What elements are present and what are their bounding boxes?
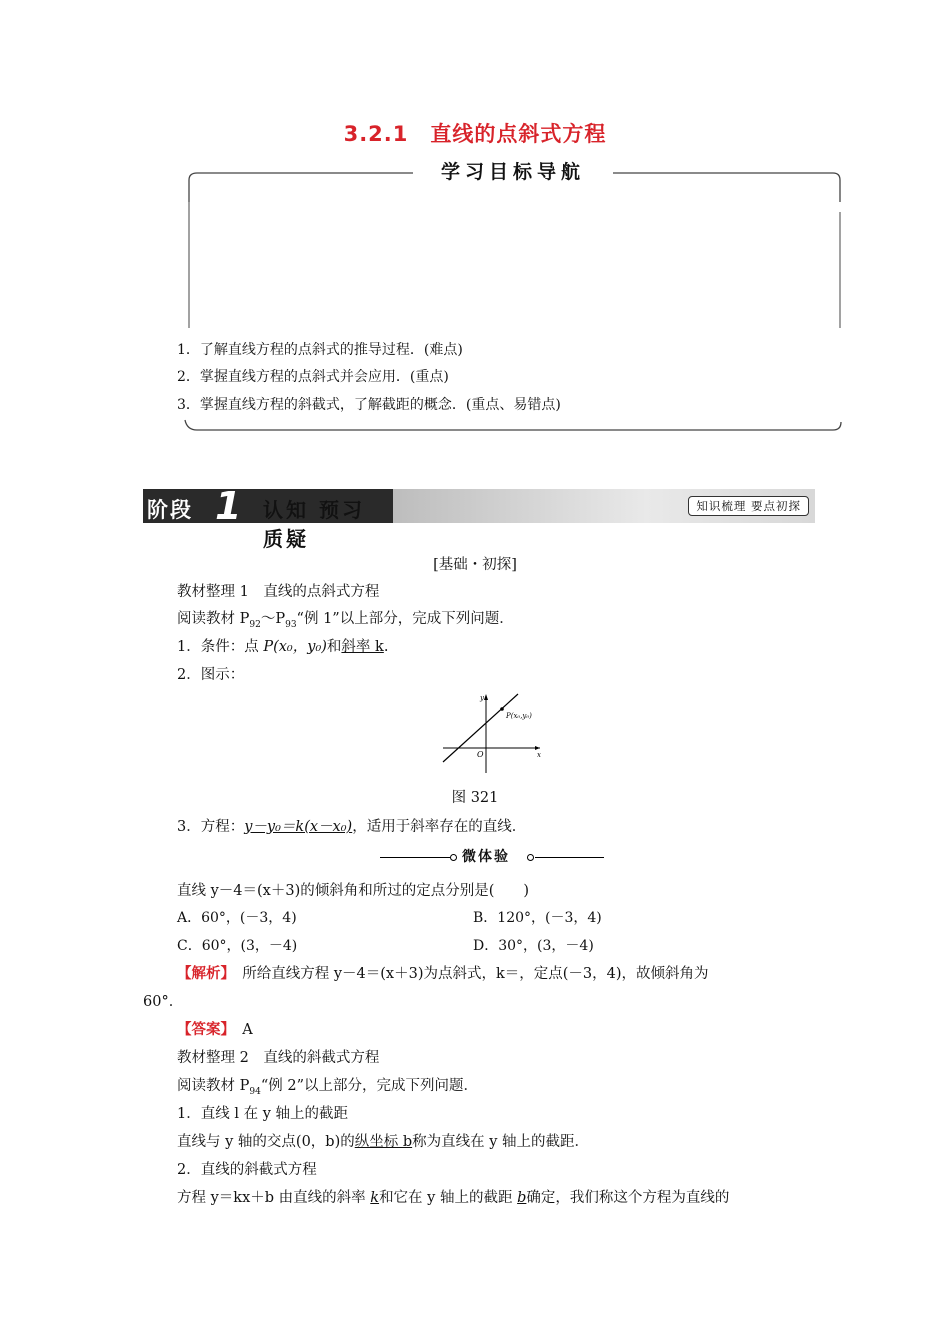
- slope-text: 斜率 k: [341, 639, 384, 655]
- exercise-question: 直线 y－4＝(x＋3)的倾斜角和所过的定点分别是( ): [177, 883, 530, 899]
- text: .: [383, 639, 389, 655]
- lesson-title: 3.2.1 直线的点斜式方程: [343, 122, 607, 146]
- x-arrow: [535, 746, 540, 750]
- figure-caption: 图 321: [451, 790, 499, 806]
- page-sub: 94: [249, 1086, 261, 1097]
- answer-text: A: [227, 1022, 253, 1038]
- material1-heading: 教材整理 1 直线的点斜式方程: [177, 584, 380, 600]
- analysis-end: 60°．: [143, 994, 184, 1010]
- text: 直线与 y 轴的交点(0，b)的: [177, 1134, 355, 1150]
- goals-heading: 学习目标导航: [413, 157, 613, 184]
- condition-line: [177, 635, 388, 656]
- figure-label: 2．图示：: [177, 667, 245, 683]
- stage-banner: [143, 484, 815, 551]
- k-text: k: [370, 1190, 380, 1206]
- material2-read: [177, 1074, 478, 1097]
- stage-strip: [393, 489, 815, 523]
- stage-number: 1: [215, 484, 242, 528]
- answer-line: [177, 1018, 253, 1039]
- page-sub: 93: [285, 619, 297, 630]
- stage-text: 认知 预习 质疑: [263, 498, 365, 551]
- goal-1: 1．了解直线方程的点斜式的推导过程．(难点): [177, 342, 463, 358]
- answer-tag: 【答案】: [177, 1021, 228, 1038]
- intercept-definition: [177, 1130, 589, 1151]
- stage-tags: 知识梳理 要点初探: [688, 496, 809, 516]
- analysis-tag: 【解析】: [177, 965, 228, 982]
- analysis-line: [177, 962, 709, 983]
- slope-intercept-line: [177, 1186, 729, 1207]
- item-slope-intercept: 2．直线的斜截式方程: [177, 1162, 317, 1178]
- point-slope-formula: y－y₀＝k(x－x₀): [244, 819, 353, 835]
- y-arrow: [484, 694, 488, 700]
- goal-3: 3．掌握直线方程的斜截式，了解截距的概念．(重点、易错点): [177, 397, 561, 413]
- origin-label: O: [477, 750, 484, 759]
- line-figure: [436, 690, 546, 780]
- ordinate-text: 纵坐标 b: [354, 1134, 413, 1150]
- point-text: P(x₀，y₀): [263, 639, 327, 655]
- item-intercept: 1．直线 l 在 y 轴上的截距: [177, 1106, 348, 1122]
- exercise-banner-label: 微体验: [462, 849, 510, 865]
- text: 确定，我们称这个方程为直线的: [526, 1190, 730, 1206]
- stage-badge: [143, 484, 393, 551]
- option-a: A．60°，(－3，4): [177, 910, 297, 926]
- read-text: 阅读教材 P: [177, 611, 250, 627]
- material1-read: [177, 607, 514, 630]
- text: 和: [326, 639, 342, 655]
- section-tag: [基础・初探]: [433, 557, 517, 573]
- text: 方程 y＝kx＋b 由直线的斜率: [177, 1190, 371, 1206]
- y-label: y: [480, 694, 484, 702]
- read-text: ～P: [260, 611, 286, 627]
- option-d: D．30°，(3，－4): [473, 938, 594, 954]
- option-b: B．120°，(－3，4): [473, 910, 602, 926]
- read-text: 阅读教材 P: [177, 1078, 250, 1094]
- point-p: [500, 707, 504, 711]
- read-text: “例 2”以上部分，完成下列问题．: [260, 1078, 478, 1094]
- banner-dot-icon: [526, 853, 535, 862]
- exercise-banner: [380, 846, 604, 868]
- read-text: “例 1”以上部分，完成下列问题．: [296, 611, 514, 627]
- x-label: x: [537, 751, 541, 759]
- text: ，适用于斜率存在的直线．: [352, 819, 527, 835]
- text: 称为直线在 y 轴上的截距．: [412, 1134, 590, 1150]
- text: 和它在 y 轴上的截距: [379, 1190, 518, 1206]
- text: 1．条件：点: [177, 639, 264, 655]
- banner-rule: [380, 857, 450, 858]
- stage-word: 阶段: [147, 498, 193, 522]
- equation-line: [177, 815, 526, 836]
- banner-dot-icon: [449, 853, 458, 862]
- material2-heading: 教材整理 2 直线的斜截式方程: [177, 1050, 380, 1066]
- page-sub: 92: [249, 619, 261, 630]
- banner-rule: [535, 857, 604, 858]
- b-text: b: [517, 1190, 527, 1206]
- text: 3．方程：: [177, 819, 245, 835]
- option-c: C．60°，(3，－4): [177, 938, 298, 954]
- goal-2: 2．掌握直线方程的点斜式并会应用．(重点): [177, 369, 449, 385]
- point-label: P(x₀,y₀): [506, 712, 532, 720]
- analysis-text: 所给直线方程 y－4＝(x＋3)为点斜式，k＝，定点(－3，4)，故倾斜角为: [227, 966, 709, 982]
